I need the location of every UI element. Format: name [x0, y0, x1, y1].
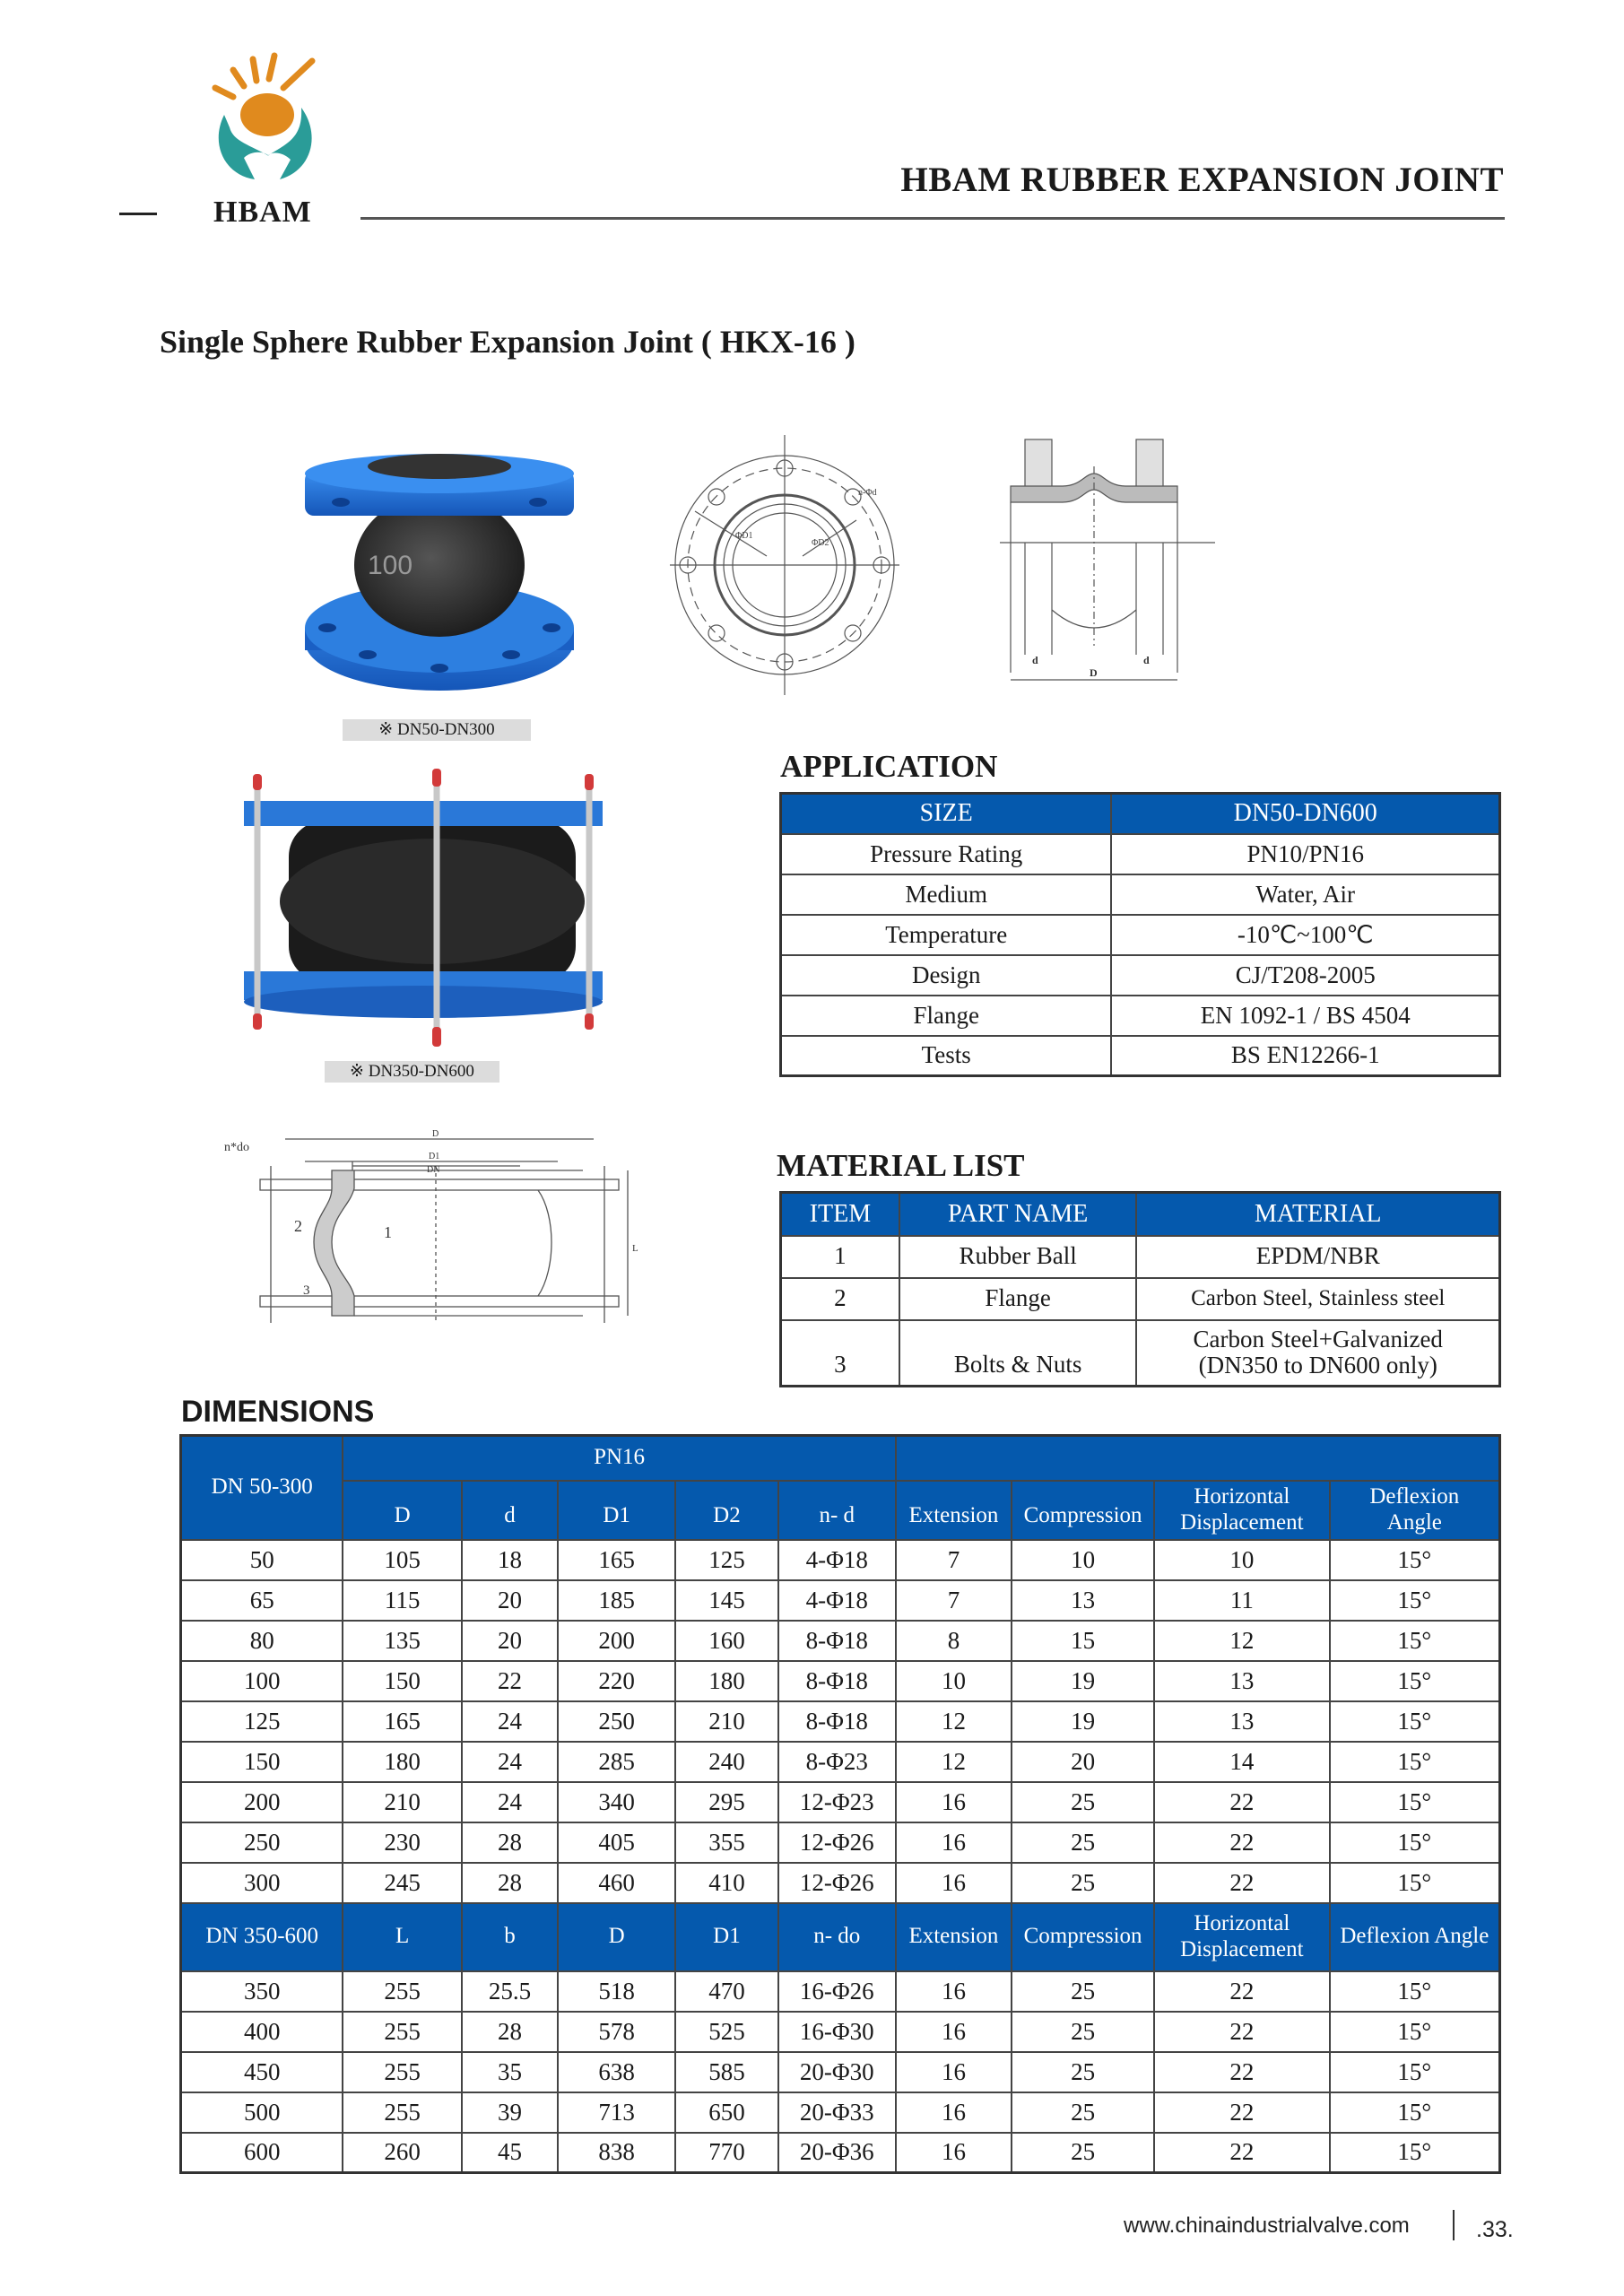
dimension-cell: 200	[558, 1621, 675, 1661]
dimension-cell: 600	[181, 2133, 343, 2173]
table-row	[181, 1971, 1500, 2012]
dimension-cell: 180	[675, 1661, 778, 1701]
dimension-cell: 16	[896, 1971, 1012, 2012]
dimension-cell: 245	[343, 1863, 461, 1903]
dimension-cell: 14	[1154, 1742, 1330, 1782]
dimension-cell: 16	[896, 2052, 1012, 2092]
dimension-cell: 16	[896, 2012, 1012, 2052]
dimension-cell: 22	[1154, 2092, 1330, 2133]
dimension-cell: 25	[1012, 2052, 1154, 2092]
dimension-cell: 230	[343, 1822, 461, 1863]
front-view-label-d1: ΦD1	[735, 531, 753, 541]
material-value: Carbon Steel, Stainless steel	[1136, 1278, 1499, 1320]
dimension-cell: 260	[343, 2133, 461, 2173]
dimension-cell: 25	[1012, 2133, 1154, 2173]
material-value-line2: (DN350 to DN600 only)	[1198, 1352, 1437, 1379]
dimension-cell: 22	[1154, 1782, 1330, 1822]
dimension-cell: 20	[462, 1621, 558, 1661]
table-row	[781, 955, 1500, 996]
dimension-cell: 165	[343, 1701, 461, 1742]
dimension-cell: 15°	[1330, 1661, 1500, 1701]
product-photo-small	[287, 439, 592, 709]
dim-col-deflexion-line2: Angle	[1386, 1509, 1442, 1535]
application-value: Water, Air	[1111, 874, 1499, 915]
dimension-cell: 285	[558, 1742, 675, 1782]
dimension-cell: 22	[1154, 2012, 1330, 2052]
dimension-cell: 518	[558, 1971, 675, 2012]
dimension-cell: 255	[343, 1971, 461, 2012]
table-row	[181, 2012, 1500, 2052]
dim2-col-horizontal-line1: Horizontal	[1194, 1910, 1290, 1935]
dimension-cell: 28	[462, 1863, 558, 1903]
section-label-outer: D	[432, 1129, 439, 1139]
dimension-cell: 8-Φ23	[778, 1742, 896, 1782]
dimension-cell: 15°	[1330, 2012, 1500, 2052]
dimension-cell: 500	[181, 2092, 343, 2133]
dim-col-d: d	[462, 1481, 558, 1540]
dimension-cell: 25	[1012, 2012, 1154, 2052]
header-dash-divider	[119, 213, 157, 215]
dimensions-group2-header-row	[181, 1903, 1500, 1971]
dimension-cell: 578	[558, 2012, 675, 2052]
application-header-row	[781, 794, 1500, 834]
material-header-row	[781, 1193, 1500, 1236]
dimension-cell: 150	[181, 1742, 343, 1782]
material-list-table	[779, 1191, 1501, 1387]
table-row	[781, 834, 1500, 874]
dimension-cell: 20	[1012, 1742, 1154, 1782]
dimension-cell: 12-Φ23	[778, 1782, 896, 1822]
dimension-cell: 28	[462, 2012, 558, 2052]
dimension-cell: 125	[181, 1701, 343, 1742]
dim-col-deflexion-angle	[1330, 1481, 1500, 1540]
footer-website-link[interactable]: www.chinaindustrialvalve.com	[1124, 2213, 1410, 2238]
material-list-heading: MATERIAL LIST	[777, 1148, 1025, 1183]
dimension-cell: 340	[558, 1782, 675, 1822]
dimension-cell: 15°	[1330, 2133, 1500, 2173]
table-row	[181, 1580, 1500, 1621]
material-item: 1	[781, 1236, 899, 1278]
table-row	[181, 2052, 1500, 2092]
dimension-cell: 15°	[1330, 2092, 1500, 2133]
dimension-cell: 8-Φ18	[778, 1701, 896, 1742]
dimension-cell: 220	[558, 1661, 675, 1701]
table-row	[181, 1661, 1500, 1701]
dim-col-D1: D1	[558, 1481, 675, 1540]
dimension-cell: 25	[1012, 1863, 1154, 1903]
material-item: 2	[781, 1278, 899, 1320]
dimensions-group1-label: DN 50-300	[181, 1436, 343, 1540]
dimension-cell: 210	[343, 1782, 461, 1822]
table-row	[181, 1540, 1500, 1580]
dimension-cell: 15°	[1330, 1782, 1500, 1822]
dimension-cell: 16	[896, 1863, 1012, 1903]
dimension-cell: 585	[675, 2052, 778, 2092]
dimension-cell: 10	[1154, 1540, 1330, 1580]
photo-marking-text: 100	[368, 551, 413, 580]
dim-col-compression: Compression	[1012, 1481, 1154, 1540]
dimension-cell: 450	[181, 2052, 343, 2092]
dimension-cell: 200	[181, 1782, 343, 1822]
photo-caption-large: ※ DN350-DN600	[325, 1061, 499, 1083]
dim-col-deflexion-line1: Deflexion	[1369, 1483, 1460, 1509]
application-label: Pressure Rating	[781, 834, 1112, 874]
dimension-cell: 350	[181, 1971, 343, 2012]
photo-caption-small: ※ DN50-DN300	[343, 719, 531, 741]
application-header-size: SIZE	[781, 794, 1112, 834]
front-view-drawing	[668, 430, 901, 700]
application-value: CJ/T208-2005	[1111, 955, 1499, 996]
dimension-cell: 7	[896, 1540, 1012, 1580]
dimension-cell: 15°	[1330, 1701, 1500, 1742]
dimension-cell: 10	[1012, 1540, 1154, 1580]
dimension-cell: 25	[1012, 2092, 1154, 2133]
dimension-cell: 125	[675, 1540, 778, 1580]
dimension-cell: 15	[1012, 1621, 1154, 1661]
dimension-cell: 24	[462, 1742, 558, 1782]
dimension-cell: 22	[1154, 2133, 1330, 2173]
dimensions-header-blank	[896, 1436, 1500, 1481]
dimension-cell: 838	[558, 2133, 675, 2173]
dimension-cell: 650	[675, 2092, 778, 2133]
dimension-cell: 240	[675, 1742, 778, 1782]
application-label: Tests	[781, 1036, 1112, 1076]
material-header-material: MATERIAL	[1136, 1193, 1499, 1236]
dimension-cell: 8	[896, 1621, 1012, 1661]
dimension-cell: 20-Φ36	[778, 2133, 896, 2173]
dimension-cell: 10	[896, 1661, 1012, 1701]
dimension-cell: 180	[343, 1742, 461, 1782]
dim-col-horizontal-line1: Horizontal	[1194, 1483, 1290, 1509]
dim-col-D2: D2	[675, 1481, 778, 1540]
dimensions-group2-label: DN 350-600	[181, 1903, 343, 1971]
side-view-label-d-left: d	[1032, 654, 1038, 666]
dimension-cell: 250	[181, 1822, 343, 1863]
table-row	[781, 1278, 1500, 1320]
application-value: EN 1092-1 / BS 4504	[1111, 996, 1499, 1036]
hbam-logo-icon	[197, 45, 341, 188]
dimension-cell: 15°	[1330, 1540, 1500, 1580]
dimension-cell: 22	[1154, 1822, 1330, 1863]
product-title: Single Sphere Rubber Expansion Joint ( HKX-16 )	[160, 324, 855, 360]
dimension-cell: 24	[462, 1782, 558, 1822]
dimension-cell: 160	[675, 1621, 778, 1661]
dimension-cell: 80	[181, 1621, 343, 1661]
dim2-col-extension: Extension	[896, 1903, 1012, 1971]
section-label-part1: 1	[384, 1223, 392, 1241]
material-header-item: ITEM	[781, 1193, 899, 1236]
table-row	[781, 1036, 1500, 1076]
dimension-cell: 15°	[1330, 1621, 1500, 1661]
dim-col-horizontal-line2: Displacement	[1180, 1509, 1304, 1535]
application-value: BS EN12266-1	[1111, 1036, 1499, 1076]
dimensions-header-row-1	[181, 1436, 1500, 1481]
dimension-cell: 22	[1154, 1863, 1330, 1903]
dimension-cell: 12-Φ26	[778, 1822, 896, 1863]
dim2-col-horizontal-line2: Displacement	[1180, 1936, 1304, 1961]
dimension-cell: 65	[181, 1580, 343, 1621]
dimension-cell: 100	[181, 1661, 343, 1701]
dimension-cell: 15°	[1330, 1742, 1500, 1782]
header-rule-divider	[360, 217, 1505, 220]
dimension-cell: 16	[896, 1782, 1012, 1822]
dimension-cell: 8-Φ18	[778, 1621, 896, 1661]
dimension-cell: 19	[1012, 1701, 1154, 1742]
dimension-cell: 20-Φ33	[778, 2092, 896, 2133]
table-row	[181, 2133, 1500, 2173]
table-row	[781, 1236, 1500, 1278]
footer-separator	[1453, 2210, 1455, 2240]
application-table	[779, 792, 1501, 1077]
dimensions-pressure-label: PN16	[343, 1436, 895, 1481]
side-view-drawing	[1000, 430, 1215, 700]
dimension-cell: 250	[558, 1701, 675, 1742]
application-value: -10℃~100℃	[1111, 915, 1499, 955]
dimension-cell: 145	[675, 1580, 778, 1621]
dim2-col-n-do: n- do	[778, 1903, 896, 1971]
dimension-cell: 15°	[1330, 2052, 1500, 2092]
material-part-name: Flange	[899, 1278, 1137, 1320]
dimension-cell: 410	[675, 1863, 778, 1903]
product-photo-large	[235, 767, 612, 1054]
dimension-cell: 255	[343, 2092, 461, 2133]
application-heading: APPLICATION	[780, 749, 998, 784]
dimension-cell: 210	[675, 1701, 778, 1742]
dimension-cell: 115	[343, 1580, 461, 1621]
front-view-label-d2: ΦD2	[812, 538, 829, 548]
dimension-cell: 185	[558, 1580, 675, 1621]
logo-wordmark: HBAM	[213, 196, 312, 229]
section-label-pcd: D1	[429, 1152, 440, 1161]
dimension-cell: 150	[343, 1661, 461, 1701]
dimension-cell: 255	[343, 2012, 461, 2052]
dimension-cell: 400	[181, 2012, 343, 2052]
dim-col-D: D	[343, 1481, 461, 1540]
dimension-cell: 16-Φ26	[778, 1971, 896, 2012]
table-row	[781, 1320, 1500, 1387]
dimension-cell: 135	[343, 1621, 461, 1661]
table-row	[781, 996, 1500, 1036]
dimension-cell: 16	[896, 1822, 1012, 1863]
application-header-value: DN50-DN600	[1111, 794, 1499, 834]
dimension-cell: 25	[1012, 1782, 1154, 1822]
dimension-cell: 355	[675, 1822, 778, 1863]
dimension-cell: 4-Φ18	[778, 1540, 896, 1580]
dimension-cell: 295	[675, 1782, 778, 1822]
dimension-cell: 22	[462, 1661, 558, 1701]
dimension-cell: 713	[558, 2092, 675, 2133]
dimension-cell: 255	[343, 2052, 461, 2092]
dimension-cell: 13	[1154, 1661, 1330, 1701]
dimension-cell: 20-Φ30	[778, 2052, 896, 2092]
table-row	[181, 1822, 1500, 1863]
dimension-cell: 525	[675, 2012, 778, 2052]
dimension-cell: 405	[558, 1822, 675, 1863]
dimension-cell: 28	[462, 1822, 558, 1863]
dimension-cell: 460	[558, 1863, 675, 1903]
table-row	[181, 1863, 1500, 1903]
dimensions-table	[179, 1434, 1501, 2174]
dimension-cell: 8-Φ18	[778, 1661, 896, 1701]
application-value: PN10/PN16	[1111, 834, 1499, 874]
dimension-cell: 470	[675, 1971, 778, 2012]
dimension-cell: 105	[343, 1540, 461, 1580]
dim2-col-D1: D1	[675, 1903, 778, 1971]
dimension-cell: 16-Φ30	[778, 2012, 896, 2052]
section-label-part2: 2	[294, 1217, 302, 1235]
side-view-label-d-right: d	[1143, 654, 1150, 666]
dimension-cell: 165	[558, 1540, 675, 1580]
table-row	[181, 1701, 1500, 1742]
table-row	[181, 1742, 1500, 1782]
application-label: Design	[781, 955, 1112, 996]
material-value-line1: Carbon Steel+Galvanized	[1193, 1325, 1443, 1352]
dim2-col-L: L	[343, 1903, 461, 1971]
front-view-label-holes: n-Φd	[858, 488, 877, 498]
dim-col-horizontal-displacement	[1154, 1481, 1330, 1540]
table-row	[781, 915, 1500, 955]
dimension-cell: 16	[896, 2133, 1012, 2173]
dimension-cell: 11	[1154, 1580, 1330, 1621]
table-row	[781, 874, 1500, 915]
dim2-col-b: b	[462, 1903, 558, 1971]
dimension-cell: 4-Φ18	[778, 1580, 896, 1621]
dimension-cell: 25	[1012, 1971, 1154, 2012]
dimension-cell: 35	[462, 2052, 558, 2092]
dimension-cell: 22	[1154, 2052, 1330, 2092]
side-view-label-length: D	[1090, 666, 1098, 679]
table-row	[181, 2092, 1500, 2133]
dimension-cell: 50	[181, 1540, 343, 1580]
dimension-cell: 15°	[1330, 1971, 1500, 2012]
application-label: Temperature	[781, 915, 1112, 955]
section-label-length: L	[632, 1243, 638, 1254]
dimension-cell: 7	[896, 1580, 1012, 1621]
section-label-holes: n*do	[224, 1141, 249, 1154]
dimension-cell: 12	[896, 1742, 1012, 1782]
section-view-drawing	[224, 1117, 664, 1336]
dimension-cell: 13	[1154, 1701, 1330, 1742]
page-header-title: HBAM RUBBER EXPANSION JOINT	[900, 161, 1504, 199]
dim2-col-D: D	[558, 1903, 675, 1971]
application-label: Flange	[781, 996, 1112, 1036]
dimension-cell: 13	[1012, 1580, 1154, 1621]
material-header-part-name: PART NAME	[899, 1193, 1137, 1236]
page-number: .33.	[1476, 2217, 1514, 2242]
dim-col-extension: Extension	[896, 1481, 1012, 1540]
dimension-cell: 12-Φ26	[778, 1863, 896, 1903]
dimension-cell: 300	[181, 1863, 343, 1903]
table-row	[181, 1782, 1500, 1822]
dimension-cell: 15°	[1330, 1822, 1500, 1863]
material-item: 3	[781, 1320, 899, 1387]
material-part-name: Rubber Ball	[899, 1236, 1137, 1278]
dim2-col-deflexion-angle: Deflexion Angle	[1330, 1903, 1500, 1971]
application-label: Medium	[781, 874, 1112, 915]
dimension-cell: 39	[462, 2092, 558, 2133]
dimension-cell: 20	[462, 1580, 558, 1621]
dimensions-heading: DIMENSIONS	[181, 1395, 375, 1429]
section-label-bore: DN	[427, 1165, 440, 1175]
dimension-cell: 770	[675, 2133, 778, 2173]
dimension-cell: 16	[896, 2092, 1012, 2133]
dimension-cell: 638	[558, 2052, 675, 2092]
dimension-cell: 15°	[1330, 1863, 1500, 1903]
dimension-cell: 22	[1154, 1971, 1330, 2012]
dim2-col-horizontal-displacement	[1154, 1903, 1330, 1971]
material-value: EPDM/NBR	[1136, 1236, 1499, 1278]
dimension-cell: 45	[462, 2133, 558, 2173]
dimension-cell: 15°	[1330, 1580, 1500, 1621]
table-row	[181, 1621, 1500, 1661]
dimension-cell: 19	[1012, 1661, 1154, 1701]
dimension-cell: 12	[1154, 1621, 1330, 1661]
material-part-name: Bolts & Nuts	[899, 1320, 1137, 1387]
dim2-col-compression: Compression	[1012, 1903, 1154, 1971]
material-value	[1136, 1320, 1499, 1387]
dimensions-header-row-2	[181, 1481, 1500, 1540]
dimension-cell: 12	[896, 1701, 1012, 1742]
dim-col-n-d: n- d	[778, 1481, 896, 1540]
section-label-part3: 3	[303, 1283, 310, 1298]
dimension-cell: 24	[462, 1701, 558, 1742]
dimension-cell: 18	[462, 1540, 558, 1580]
dimension-cell: 25	[1012, 1822, 1154, 1863]
dimension-cell: 25.5	[462, 1971, 558, 2012]
